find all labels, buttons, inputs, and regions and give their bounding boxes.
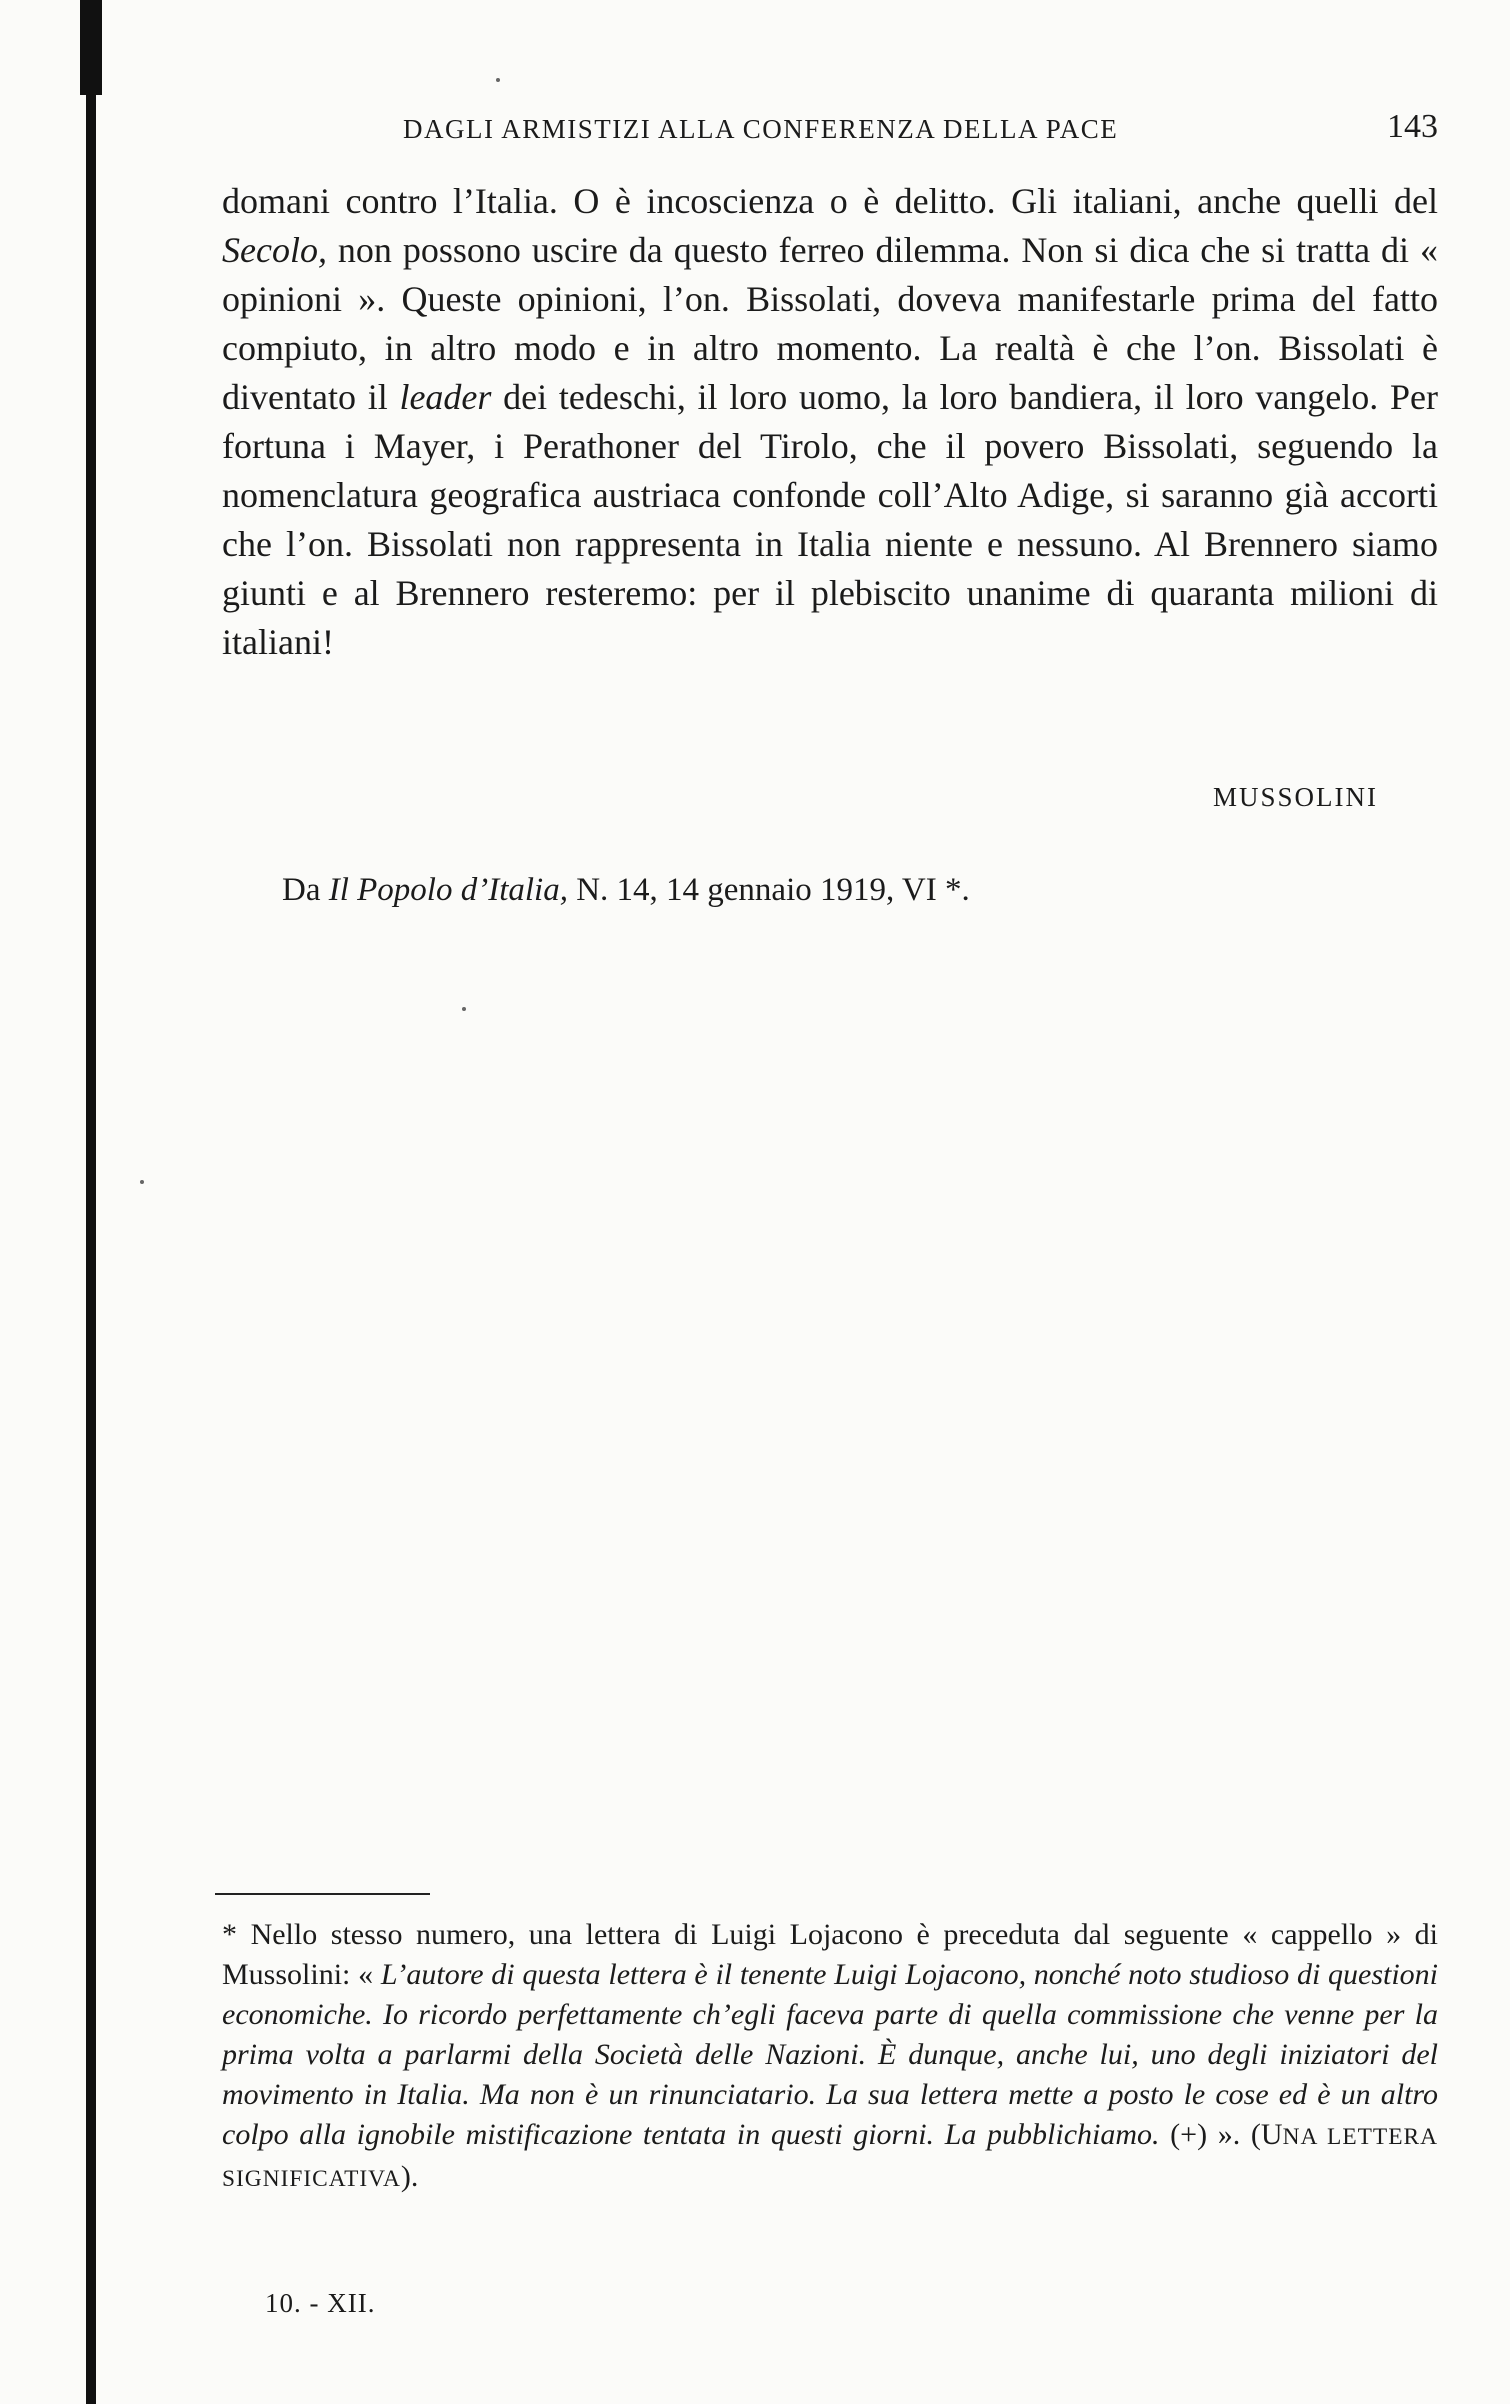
printer-signature-mark: 10. - XII. (265, 2288, 376, 2318)
scan-edge-bar (86, 0, 96, 2404)
footnote-lead: * Nello stesso numero, una lettera di Luigi Lojacono è preceduta dal seguente « cappello » di Mussolini: « (222, 1918, 1438, 1991)
body-text-1: domani contro l’Italia. O è incoscienza o è delitto. Gli italiani, anche quelli del (222, 181, 1438, 221)
scan-speck (140, 1180, 144, 1184)
scan-edge-bar-top (80, 0, 102, 95)
body-text-3: dei tedeschi, il loro uomo, la loro bandiera, il loro vangelo. Per fortuna i Mayer, i Perathoner del Tirolo, che il povero Bissolati, seguendo la nomenclatura geografica austriaca confonde coll’Alto Adige, si saranno già accorti che l’on. Bissolati non rappresenta in Italia niente e nessuno. Al Brennero siamo giunti e al Brennero resteremo: per il plebiscito unanime di quaranta milioni di italiani! (222, 377, 1439, 662)
source-prefix: Da (282, 872, 329, 908)
footnote-rule (215, 1893, 430, 1895)
footnote-caption-initial: U (1260, 2118, 1283, 2151)
source-citation (282, 872, 970, 909)
body-italic-leader: leader (399, 377, 492, 417)
scan-speck (462, 1007, 466, 1011)
page-number: 143 (1387, 108, 1438, 145)
source-title: Il Popolo d’Italia, (328, 872, 568, 908)
footnote (222, 1915, 1438, 2199)
scan-speck (496, 78, 500, 82)
body-italic-secolo: Secolo, (222, 230, 327, 270)
article-body (222, 177, 1438, 667)
footnote-tail-close: ). (400, 2160, 419, 2193)
running-title: DAGLI ARMISTIZI ALLA CONFERENZA DELLA PACE (403, 114, 1119, 144)
footnote-caption: NA LETTERA SIGNIFICATIVA (222, 2124, 1438, 2192)
footnote-quote: L’autore di questa lettera è il tenente Luigi Lojacono, nonché noto studioso di questioni economiche. Io ricordo perfettamente ch’egli faceva parte di quella commissione che venne per la prima volta a parlarmi della Società delle Nazioni. È dunque, anche lui, uno degli iniziatori del movimento in Italia. Ma non è un rinunciatario. La sua lettera mette a posto le cose ed è un altro colpo alla ignobile mistificazione tentata in questi giorni. La pubblichiamo. (222, 1958, 1438, 2151)
body-text-2: non possono uscire da questo ferreo dilemma. Non si dica che si tratta di « opinioni ». Queste opinioni, l’on. Bissolati, doveva manifestarle prima del fatto compiuto, in altro modo e in altro momento. La realtà è che l’on. Bissolati è diventato il (222, 230, 1438, 417)
footnote-tail-open: (+) ». ( (1159, 2118, 1261, 2151)
author-signature: MUSSOLINI (1212, 782, 1378, 812)
source-suffix: N. 14, 14 gennaio 1919, VI *. (567, 872, 970, 908)
page-header (403, 108, 1438, 154)
